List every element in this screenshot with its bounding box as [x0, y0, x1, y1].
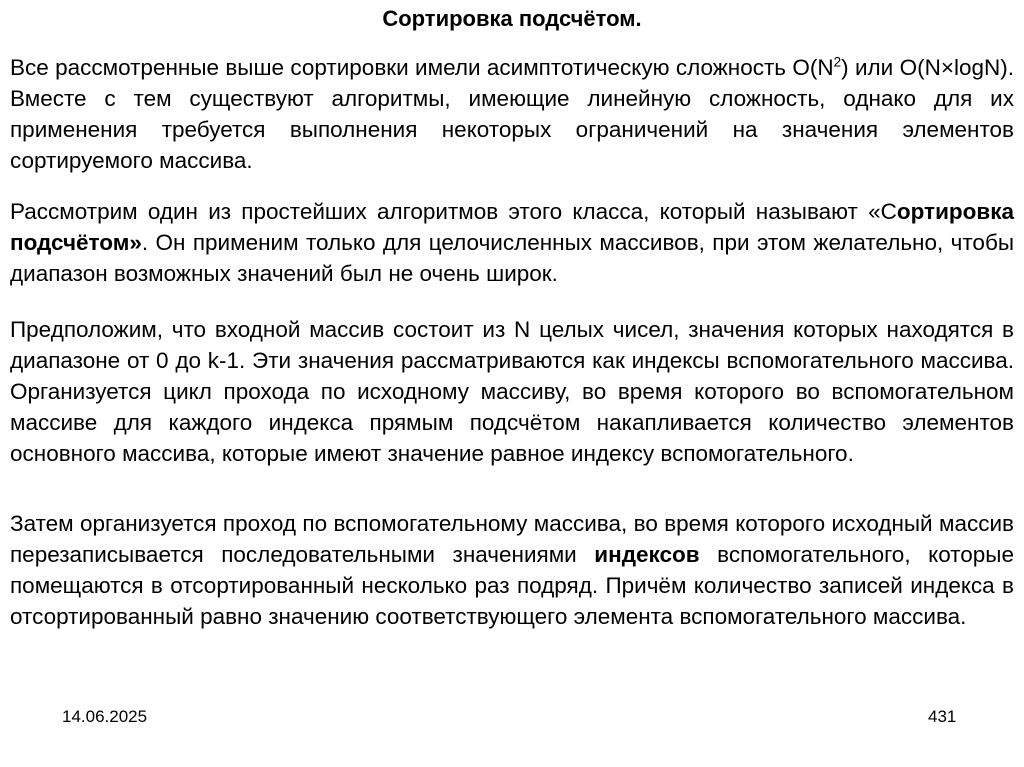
paragraph-algorithm-text-2: . Он применим только для целочисленных массивов, при этом желательно, чтобы диапазон возможных значений был не очень широк. [10, 230, 1014, 286]
paragraph-rewrite [10, 508, 1014, 632]
algorithm-name: ортировка подсчётом» [10, 199, 1014, 255]
paragraph-counting [10, 314, 1014, 469]
indexes-word: индексов [594, 542, 700, 567]
page-number: 431 [928, 707, 957, 726]
exponent: 2 [833, 54, 842, 70]
paragraph-algorithm [10, 196, 1014, 289]
slide-title: Сортировка подсчётом. [382, 6, 642, 31]
paragraph-rewrite-text-2: вспомогательного, которые помещаются в отсортированный несколько раз подряд. Причём количество записей индекса в отсортированный равно значению соответствующего элемента вспомогательного массива. [10, 542, 1014, 629]
paragraph-intro-text-2: ) или O(N×logN). Вместе с тем существуют алгоритмы, имеющие линейную сложность, однако для их применения требуется выполнения некоторых ограничений на значения элементов сортируемого массива. [10, 55, 1014, 173]
paragraph-rewrite-text-1: Затем организуется проход по вспомогательному массива, во время которого исходный массив перезаписывается последовательными значениями [10, 511, 1014, 567]
paragraph-intro-text-1: Все рассмотренные выше сортировки имели асимптотическую сложность O(N [10, 55, 834, 80]
paragraph-algorithm-text-1: Рассмотрим один из простейших алгоритмов этого класса, который называют «С [10, 199, 897, 224]
paragraph-counting-text: Предположим, что входной массив состоит из N целых чисел, значения которых находятся в диапазоне от 0 до k-1. Эти значения рассматриваются как индексы вспомогательного массива. Организуется цикл прохода по исходному массиву, во время которого во вспомогательном массиве для каждого индекса прямым подсчётом накапливается количество элементов основного массива, которые имеют значение равное индексу вспомогательного. [10, 317, 1014, 466]
paragraph-intro [10, 52, 1014, 176]
footer-date: 14.06.2025 [62, 707, 148, 726]
